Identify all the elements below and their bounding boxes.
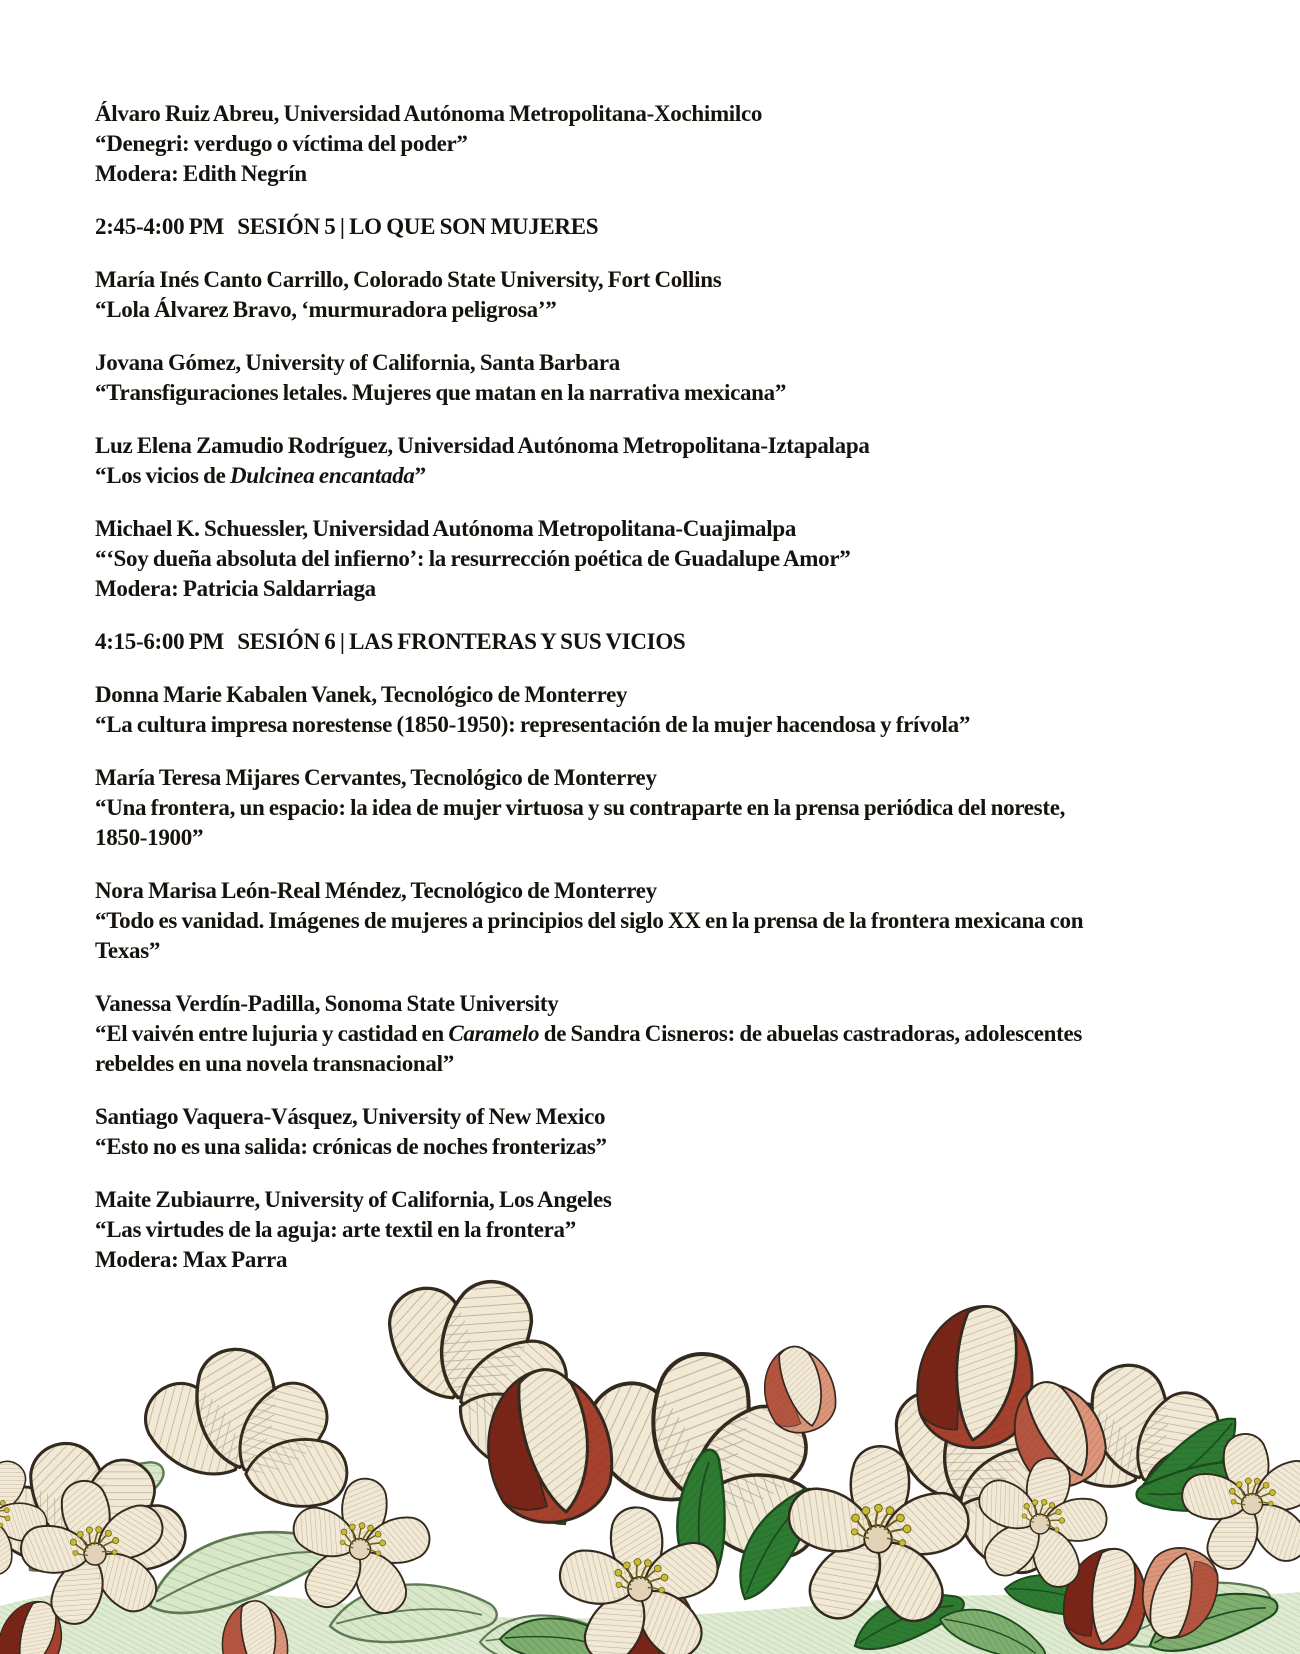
- talk-schuessler: [95, 514, 1255, 604]
- text: de Sandra Cisneros: de abuelas castradoras, adolescentes: [539, 1021, 1083, 1046]
- speaker-line: [95, 1102, 1255, 1132]
- talk-canto-carrillo: [95, 265, 1255, 325]
- text: “Los vicios de: [95, 463, 230, 488]
- text: Texas”: [95, 938, 161, 963]
- text: rebeldes en una novela transnacional”: [95, 1051, 454, 1076]
- title-line: [95, 544, 1255, 574]
- speaker-line: [95, 680, 1255, 710]
- talk-mijares-cervantes: [95, 763, 1255, 853]
- title-line: [95, 793, 1255, 823]
- text: “Todo es vanidad. Imágenes de mujeres a principios del siglo XX en la prensa de la frontera mexicana con: [95, 908, 1084, 933]
- text: “Una frontera, un espacio: la idea de mujer virtuosa y su contraparte en la prensa periódica del noreste,: [95, 795, 1066, 820]
- title-line: [95, 1019, 1255, 1049]
- speaker-line: [95, 763, 1255, 793]
- text: Vanessa Verdín-Padilla, Sonoma State University: [95, 991, 559, 1016]
- talk-ruiz-abreu: [95, 99, 1255, 189]
- text: Nora Marisa León-Real Méndez, Tecnológico de Monterrey: [95, 878, 657, 903]
- text: “‘Soy dueña absoluta del infierno’: la resurrección poética de Guadalupe Amor”: [95, 546, 851, 571]
- talk-vaquera-vasquez: [95, 1102, 1255, 1162]
- text: “Esto no es una salida: crónicas de noches fronterizas”: [95, 1134, 607, 1159]
- text: Donna Marie Kabalen Vanek, Tecnológico de Monterrey: [95, 682, 628, 707]
- talk-verdin-padilla: [95, 989, 1255, 1079]
- speaker-line: [95, 348, 1255, 378]
- text: María Inés Canto Carrillo, Colorado State University, Fort Collins: [95, 267, 722, 292]
- title-line: [95, 936, 1255, 966]
- session-6-heading: [95, 627, 1255, 657]
- speaker-line: [95, 876, 1255, 906]
- text: Modera: Edith Negrín: [95, 161, 307, 186]
- moderator-line: [95, 159, 1255, 189]
- text: Michael K. Schuessler, Universidad Autónoma Metropolitana-Cuajimalpa: [95, 516, 797, 541]
- title-line: [95, 710, 1255, 740]
- speaker-line: [95, 265, 1255, 295]
- text: Maite Zubiaurre, University of California, Los Angeles: [95, 1187, 612, 1212]
- text: ”: [414, 463, 426, 488]
- text: “La cultura impresa norestense (1850-1950): representación de la mujer hacendosa y frívola”: [95, 712, 971, 737]
- text: 1850-1900”: [95, 825, 204, 850]
- title-line: [95, 823, 1255, 853]
- title-line: [95, 1215, 1255, 1245]
- heading-line: [95, 627, 1255, 657]
- text: Álvaro Ruiz Abreu, Universidad Autónoma Metropolitana-Xochimilco: [95, 101, 763, 126]
- italic-text: Dulcinea encantada: [229, 463, 415, 488]
- title-line: [95, 378, 1255, 408]
- title-line: [95, 1049, 1255, 1079]
- title-line: [95, 906, 1255, 936]
- text: 4:15-6:00 PM SESIÓN 6 | LAS FRONTERAS Y SUS VICIOS: [95, 629, 686, 654]
- session-5-heading: [95, 212, 1255, 242]
- text: “Lola Álvarez Bravo, ‘murmuradora peligrosa’”: [95, 297, 557, 322]
- text: Modera: Patricia Saldarriaga: [95, 576, 376, 601]
- title-line: [95, 1132, 1255, 1162]
- speaker-line: [95, 1185, 1255, 1215]
- speaker-line: [95, 989, 1255, 1019]
- text: “Las virtudes de la aguja: arte textil en la frontera”: [95, 1217, 576, 1242]
- talk-gomez: [95, 348, 1255, 408]
- text: María Teresa Mijares Cervantes, Tecnológico de Monterrey: [95, 765, 657, 790]
- text: “El vaivén entre lujuria y castidad en: [95, 1021, 449, 1046]
- floral-illustration: [0, 1254, 1300, 1654]
- text: Luz Elena Zamudio Rodríguez, Universidad Autónoma Metropolitana-Iztapalapa: [95, 433, 870, 458]
- title-line: [95, 129, 1255, 159]
- title-line: [95, 295, 1255, 325]
- speaker-line: [95, 431, 1255, 461]
- heading-line: [95, 212, 1255, 242]
- text: “Denegri: verdugo o víctima del poder”: [95, 131, 468, 156]
- speaker-line: [95, 99, 1255, 129]
- talk-zamudio: [95, 431, 1255, 491]
- talk-leon-real: [95, 876, 1255, 966]
- text: Santiago Vaquera-Vásquez, University of New Mexico: [95, 1104, 606, 1129]
- title-line: [95, 461, 1255, 491]
- moderator-line: [95, 574, 1255, 604]
- speaker-line: [95, 514, 1255, 544]
- italic-text: Caramelo: [448, 1021, 540, 1046]
- program: [95, 99, 1255, 1298]
- text: Jovana Gómez, University of California, Santa Barbara: [95, 350, 620, 375]
- talk-kabalen-vanek: [95, 680, 1255, 740]
- text: “Transfiguraciones letales. Mujeres que matan en la narrativa mexicana”: [95, 380, 787, 405]
- text: Modera: Max Parra: [95, 1247, 288, 1272]
- text: 2:45-4:00 PM SESIÓN 5 | LO QUE SON MUJERES: [95, 214, 599, 239]
